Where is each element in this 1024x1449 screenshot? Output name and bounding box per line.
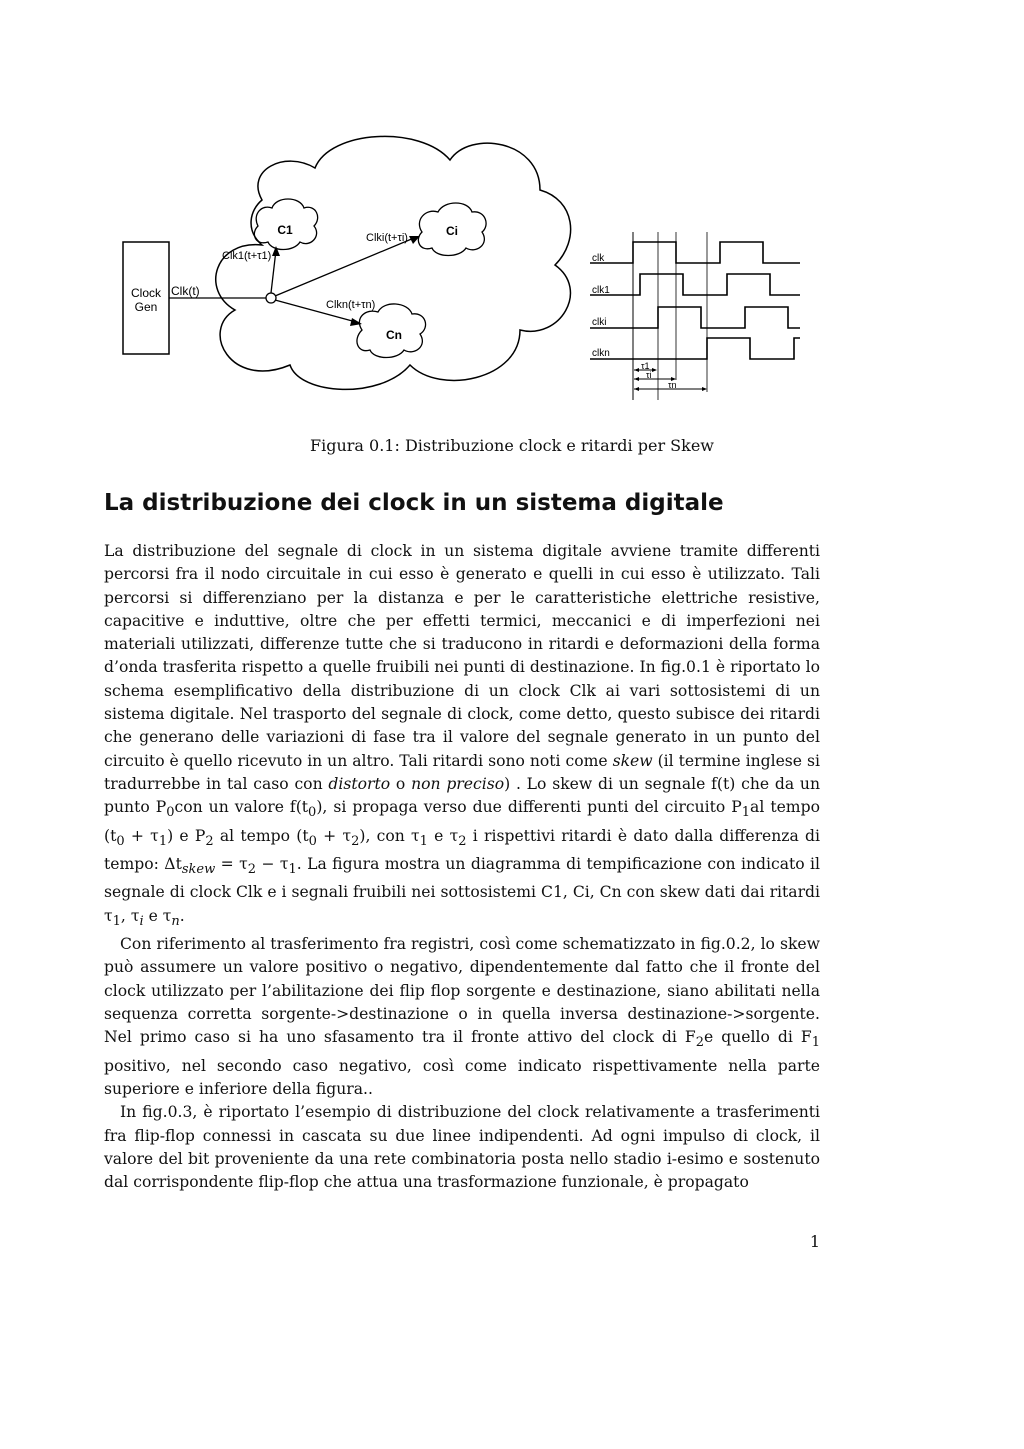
signal-clk1-label: clk1	[592, 285, 610, 296]
clk-source-label: Clk(t)	[171, 284, 200, 298]
page-number: 1	[809, 1232, 820, 1251]
paragraph-3: In fig.0.3, è riportato l’esempio di distribuzione del clock relativamente a trasferimenti fra flip-flop connessi in cascata su due linee indipendenti. Ad ogni impulso di clock, il valore del bit proveniente da una rete combinatoria posta nello stadio i-esimo e sostenuto dal corrispondente flip-flop che attua una trasformazione funzionale, è propagato	[104, 1103, 820, 1192]
section-title: La distribuzione dei clock in un sistema digitale	[104, 490, 724, 516]
waveform-clki	[590, 307, 800, 328]
tau1-label: τ1	[641, 361, 650, 371]
term-skew: skew	[612, 751, 653, 770]
paragraph-2: Con riferimento al trasferimento fra registri, così come schematizzato in fig.0.2, lo skew può assumere un valore positivo o negativo, dipendentemente dal fatto che il fronte del clock utilizzato per l’abilitazione dei flip flop sorgente e destinazione, siano abilitati nella sequenza corretta sorgente->destinazione o in quella inversa destinazione->sorgente. Nel primo caso si ha uno sfasamento tra il fronte attivo del clock di $F_2e$ quello di $F_1$ positivo, nel secondo caso negativo, così come indicato rispettivamente nella parte superiore e inferiore della figura..	[104, 935, 820, 1099]
waveform-clk	[590, 242, 800, 263]
waveform-clkn	[590, 338, 800, 359]
paragraph-1: La distribuzione del segnale di clock in un sistema digitale avviene tramite differenti percorsi fra il nodo circuitale in cui esso è generato e quelli in cui esso è utilizzato. Tali percorsi si differenziano per la distanza e per le caratteristiche elettriche resistive, capacitive e induttive, oltre che per effetti termici, meccanici e di imperfezioni nei materiali utilizzati, differenze tutte che si traducono in ritardi e deformazioni della forma d’onda trasferita rispetto a quelle fruibili nei punti di destinazione. In fig.0.1 è riportato lo schema esemplificativo della distribuzione di un clock Clk ai vari sottosistemi di un sistema digitale. Nel trasporto del segnale di clock, come detto, questo subisce dei ritardi che generano delle variazioni di fase tra il valore del segnale generato in un punto del circuito è quello ricevuto in un altro. Tali ritardi sono noti come skew (il termine inglese si tradurrebbe in tal caso con distorto o non preciso) . Lo skew di un segnale f(t) che da un punto $P_0con$ un valore $f(t_0)$, si propaga verso due differenti punti del circuito $P_1al$ tempo $(t_0 + \tau_1)$ e $P_2$ al tempo $(t_0 + \tau_2)$, con $\tau_1$ e $\tau_2$ i rispettivi ritardi è dato dalla differenza di tempo: $\Delta t_{skew} = \tau_2 - \tau_1$. La figura mostra un diagramma di tempificazione con indicato il segnale di clock Clk e i segnali fruibili nei sottosistemi C1, Ci, Cn con skew dati dai ritardi $\tau_1$, $\tau_i$ e $\tau_n$.	[104, 542, 821, 929]
clki-label: Clki(t+τi)	[366, 232, 408, 244]
clk1-label: Clk1(t+τ1)	[222, 250, 272, 262]
taun-label: τn	[668, 380, 677, 390]
taui-label: τi	[646, 370, 652, 380]
timing-diagram	[590, 232, 800, 400]
figure-caption: Figura 0.1: Distribuzione clock e ritardi per Skew	[310, 436, 714, 455]
node-ci-label: Ci	[446, 224, 458, 238]
body-text	[104, 540, 820, 1195]
signal-clki-label: clki	[592, 317, 607, 328]
node-c1-label: C1	[277, 223, 293, 237]
clock-gen-label-2: Gen	[134, 300, 158, 314]
clock-distribution-figure	[0, 0, 1024, 430]
node-cn-label: Cn	[386, 328, 402, 342]
clkn-label: Clkn(t+τn)	[326, 299, 376, 311]
signal-clkn-label: clkn	[592, 348, 610, 359]
clock-gen-label-1: Clock	[130, 286, 162, 300]
branch-c1-line	[271, 250, 276, 293]
waveform-clk1	[590, 274, 800, 295]
distribution-node	[266, 293, 276, 303]
system-cloud	[216, 136, 571, 389]
signal-clk-label: clk	[592, 253, 605, 264]
